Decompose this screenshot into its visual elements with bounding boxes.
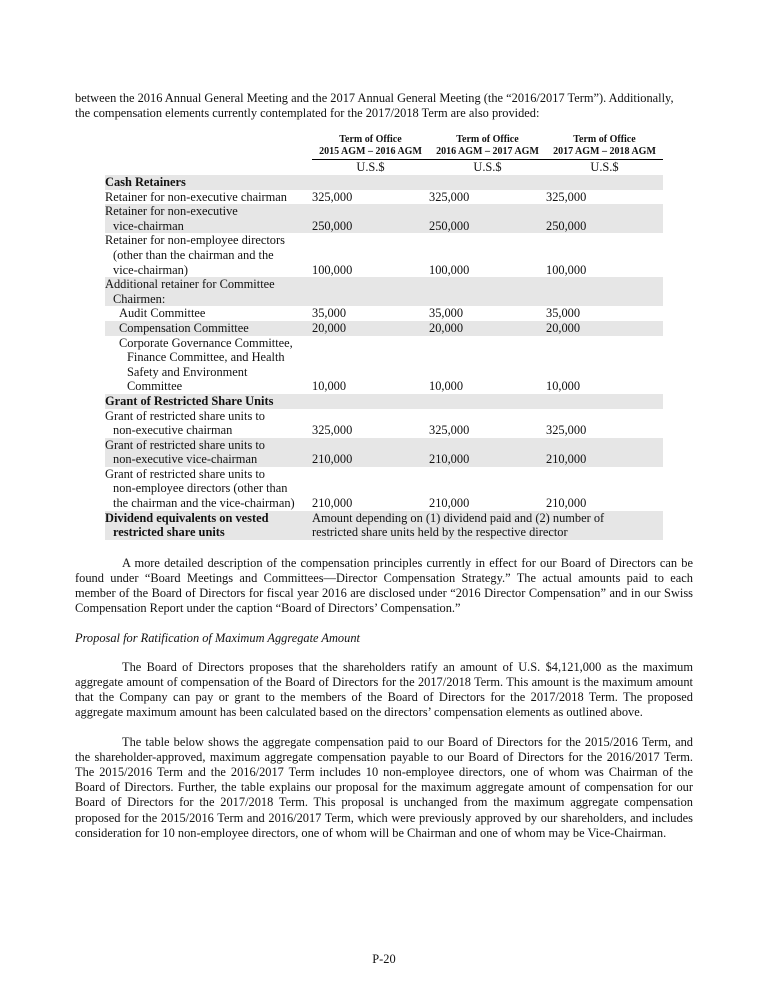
intro-line-2: the compensation elements currently contemplated for the 2017/2018 Term are also provided: (75, 106, 540, 121)
intro-line-1: between the 2016 Annual General Meeting and the 2017 Annual General Meeting (the “2016/2017 Term”). Additionally, (75, 91, 674, 105)
unit-label: U.S.$ (356, 160, 385, 175)
column-header-2016-2017: Term of Office 2016 AGM – 2017 AGM (429, 134, 546, 160)
table-row: Additional retainer for Committee Chairmen: (105, 277, 663, 306)
section-row-rsu: Grant of Restricted Share Units (105, 394, 663, 409)
unit-label: U.S.$ (473, 160, 502, 175)
table-row: Grant of restricted share units to non-executive vice-chairman 210,000 210,000 210,000 (105, 438, 663, 467)
page-number: P-20 (372, 952, 396, 966)
director-compensation-table (105, 134, 663, 539)
unit-label: U.S.$ (590, 160, 619, 175)
document-page (75, 91, 693, 841)
table-row: Audit Committee 35,000 35,000 35,000 (119, 306, 581, 321)
intro-text (75, 91, 693, 121)
table-row: Grant of restricted share units to non-employee directors (other than the chairman and the vice-chairman) 210,000 210,000 210,000 (105, 466, 587, 511)
table-row: Corporate Governance Committee, Finance Committee, and Health Safety and Environment Committee 10,000 10,000 10,000 (119, 335, 581, 394)
unit-row (105, 160, 663, 175)
table-row: Compensation Committee 20,000 20,000 20,000 (105, 321, 663, 336)
table-row: Retainer for non-employee directors (other than the chairman and the vice-chairman) 100,000 100,000 100,000 (105, 233, 587, 277)
column-header-2015-2016: Term of Office 2015 AGM – 2016 AGM (312, 134, 429, 160)
description-paragraph: A more detailed description of the compensation principles currently in effect for our Board of Directors can be found under “Board Meetings and Committees—Director Compensation Strategy.” The actual amounts paid to each member of the Board of Directors for fiscal year 2016 are disclosed under “2016 Director Compensation” and in our Swiss Compensation Report under the caption “Board of Directors’ Compensation.” (75, 555, 693, 616)
section-heading: Proposal for Ratification of Maximum Aggregate Amount (75, 630, 360, 645)
table-row-dividend: Dividend equivalents on vested restricted share units Amount depending on (1) dividend paid and (2) number of restricted share units held by the respective director (105, 511, 663, 540)
table-row: Retainer for non-executive chairman 325,000 325,000 325,000 (105, 189, 587, 204)
section-row-cash-retainers: Cash Retainers (105, 175, 663, 190)
aggregate-table-paragraph: The table below shows the aggregate compensation paid to our Board of Directors for the 2015/2016 Term, and the shareholder-approved, maximum aggregate compensation payable to our Board of Directors for the 2016/2017 Term. The 2015/2016 Term and the 2016/2017 Term includes 10 non-employee directors, one of whom was Chairman of the Board of Directors. Further, the table explains our proposal for the maximum aggregate amount of compensation for our Board of Directors for the 2017/2018 Term. This proposal is unchanged from the maximum aggregate compensation proposed for the 2015/2016 Term and 2016/2017 Term, which were previously approved by our shareholders, and includes consideration for 10 non-employee directors, one of whom will be Chairman and one of whom may be Vice-Chairman. (75, 734, 693, 840)
table-header-row (105, 134, 663, 160)
table-row: Grant of restricted share units to non-executive chairman 325,000 325,000 325,000 (105, 408, 587, 438)
table-row: Retainer for non-executive vice-chairman 250,000 250,000 250,000 (105, 204, 663, 233)
proposal-paragraph: The Board of Directors proposes that the shareholders ratify an amount of U.S. $4,121,000 as the maximum aggregate amount of compensation of the Board of Directors for the 2017/2018 Term. This amount is the maximum amount that the Company can pay or grant to the members of the Board of Directors for the 2017/2018 Term. The proposed aggregate maximum amount has been calculated based on the directors’ compensation elements as outlined above. (75, 659, 693, 720)
column-header-2017-2018: Term of Office 2017 AGM – 2018 AGM (546, 134, 663, 160)
